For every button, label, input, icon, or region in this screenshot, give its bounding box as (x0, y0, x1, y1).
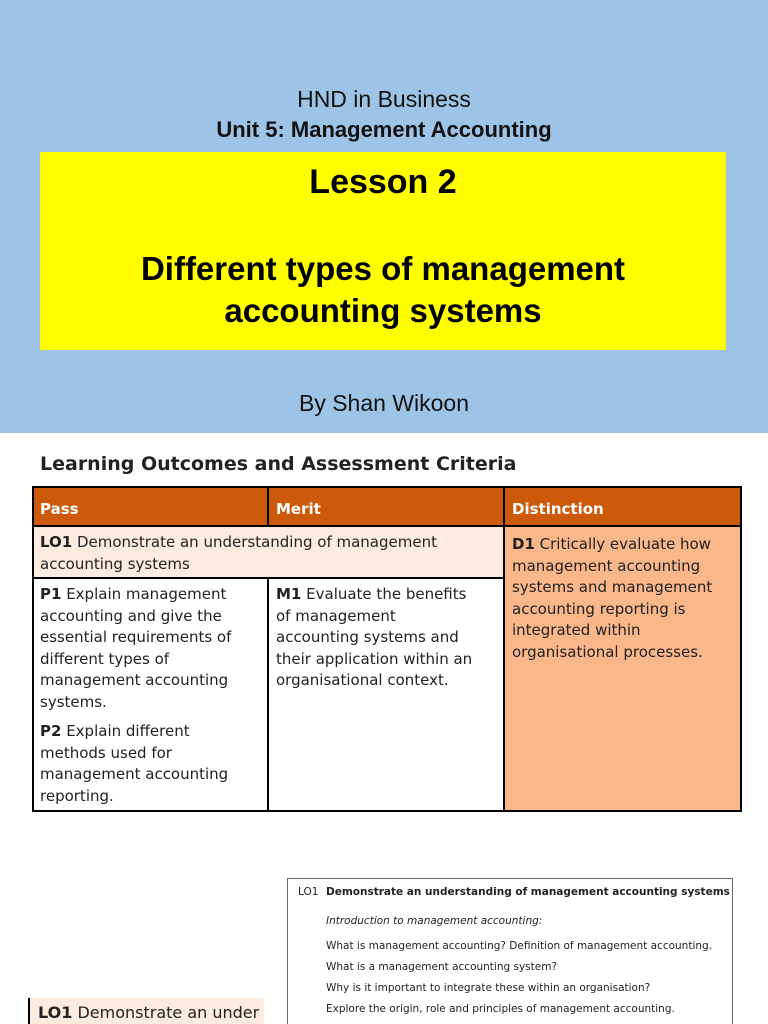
p1-line: accounting and give the (40, 606, 222, 625)
lesson-title (40, 248, 726, 332)
content-box-lo-code: LO1 (298, 886, 319, 898)
content-box-lo-title: Demonstrate an understanding of management accounting systems (326, 886, 730, 898)
p1-line: management accounting (40, 671, 229, 689)
pass-cell (32, 578, 268, 812)
table-divider-1 (267, 577, 269, 812)
criteria-table (32, 486, 742, 812)
table-border-right (740, 486, 742, 812)
column-header-merit: Merit (268, 486, 504, 526)
m1-line: accounting systems and (276, 628, 459, 646)
content-box-line: Why is it important to integrate these within an organisation? (326, 982, 651, 994)
content-box-line: What is management accounting? Definition of management accounting. (326, 940, 713, 952)
table-divider-header-1 (267, 486, 269, 526)
lesson-title-line-2: accounting systems (224, 292, 542, 329)
content-box-header (298, 885, 732, 906)
column-header-pass: Pass (32, 486, 268, 526)
course-name: HND in Business (297, 86, 471, 112)
d1-line: management accounting (512, 556, 701, 575)
lo1-text-2: accounting systems (40, 554, 190, 573)
merit-cell (268, 578, 504, 812)
author: By Shan Wikoon (298, 390, 470, 416)
p1-line: systems. (40, 692, 107, 711)
table-border-left (32, 486, 34, 812)
p1-line: Explain management (61, 585, 227, 603)
table-border-header (32, 525, 742, 527)
snippet-lo-code: LO1 (38, 1003, 73, 1022)
d1-code: D1 (512, 535, 535, 553)
p2-line: management accounting (40, 765, 229, 783)
p1-line: essential requirements of (40, 628, 232, 646)
m1-line: their application within an (276, 649, 473, 668)
p2-code: P2 (40, 722, 62, 740)
d1-line: accounting reporting is (512, 599, 686, 618)
lesson-number: Lesson 2 (309, 163, 457, 201)
table-border-bottom (32, 810, 742, 812)
column-header-distinction: Distinction (504, 486, 742, 526)
content-box-intro: Introduction to management accounting: (326, 915, 543, 927)
snippet-text: Demonstrate an under (72, 1003, 260, 1022)
lesson-title-box (40, 152, 726, 350)
p2-line: reporting. (40, 786, 114, 805)
p2-line: methods used for (40, 743, 172, 762)
table-divider-2 (503, 486, 505, 812)
unit-name: Unit 5: Management Accounting (216, 117, 552, 142)
content-box-line: What is a management accounting system? (326, 961, 558, 973)
p1-line: different types of (40, 649, 170, 668)
d1-line: Critically evaluate how (534, 535, 711, 553)
m1-line: of management (276, 606, 396, 625)
p1-code: P1 (40, 585, 62, 603)
lo1-row (32, 526, 504, 578)
lo1-code: LO1 (40, 533, 73, 551)
d1-cell (504, 526, 742, 812)
m1-line: Evaluate the benefits (301, 585, 467, 603)
lo1-text-1: Demonstrate an understanding of management (72, 533, 437, 551)
d1-line: organisational processes. (512, 642, 703, 661)
lo1-snippet (28, 998, 264, 1024)
d1-line: integrated within (512, 621, 641, 639)
m1-line: organisational context. (276, 671, 449, 689)
d1-line: systems and management (512, 578, 713, 596)
lesson-title-line-1: Different types of management (140, 250, 626, 287)
criteria-heading: Learning Outcomes and Assessment Criteria (40, 453, 517, 475)
m1-code: M1 (276, 585, 302, 603)
table-border-top (32, 486, 742, 488)
p2-line: Explain different (61, 722, 190, 740)
title-slide (0, 0, 768, 433)
content-box-line: Explore the origin, role and principles of management accounting. (326, 1003, 675, 1015)
lo1-content-box (287, 878, 733, 1024)
